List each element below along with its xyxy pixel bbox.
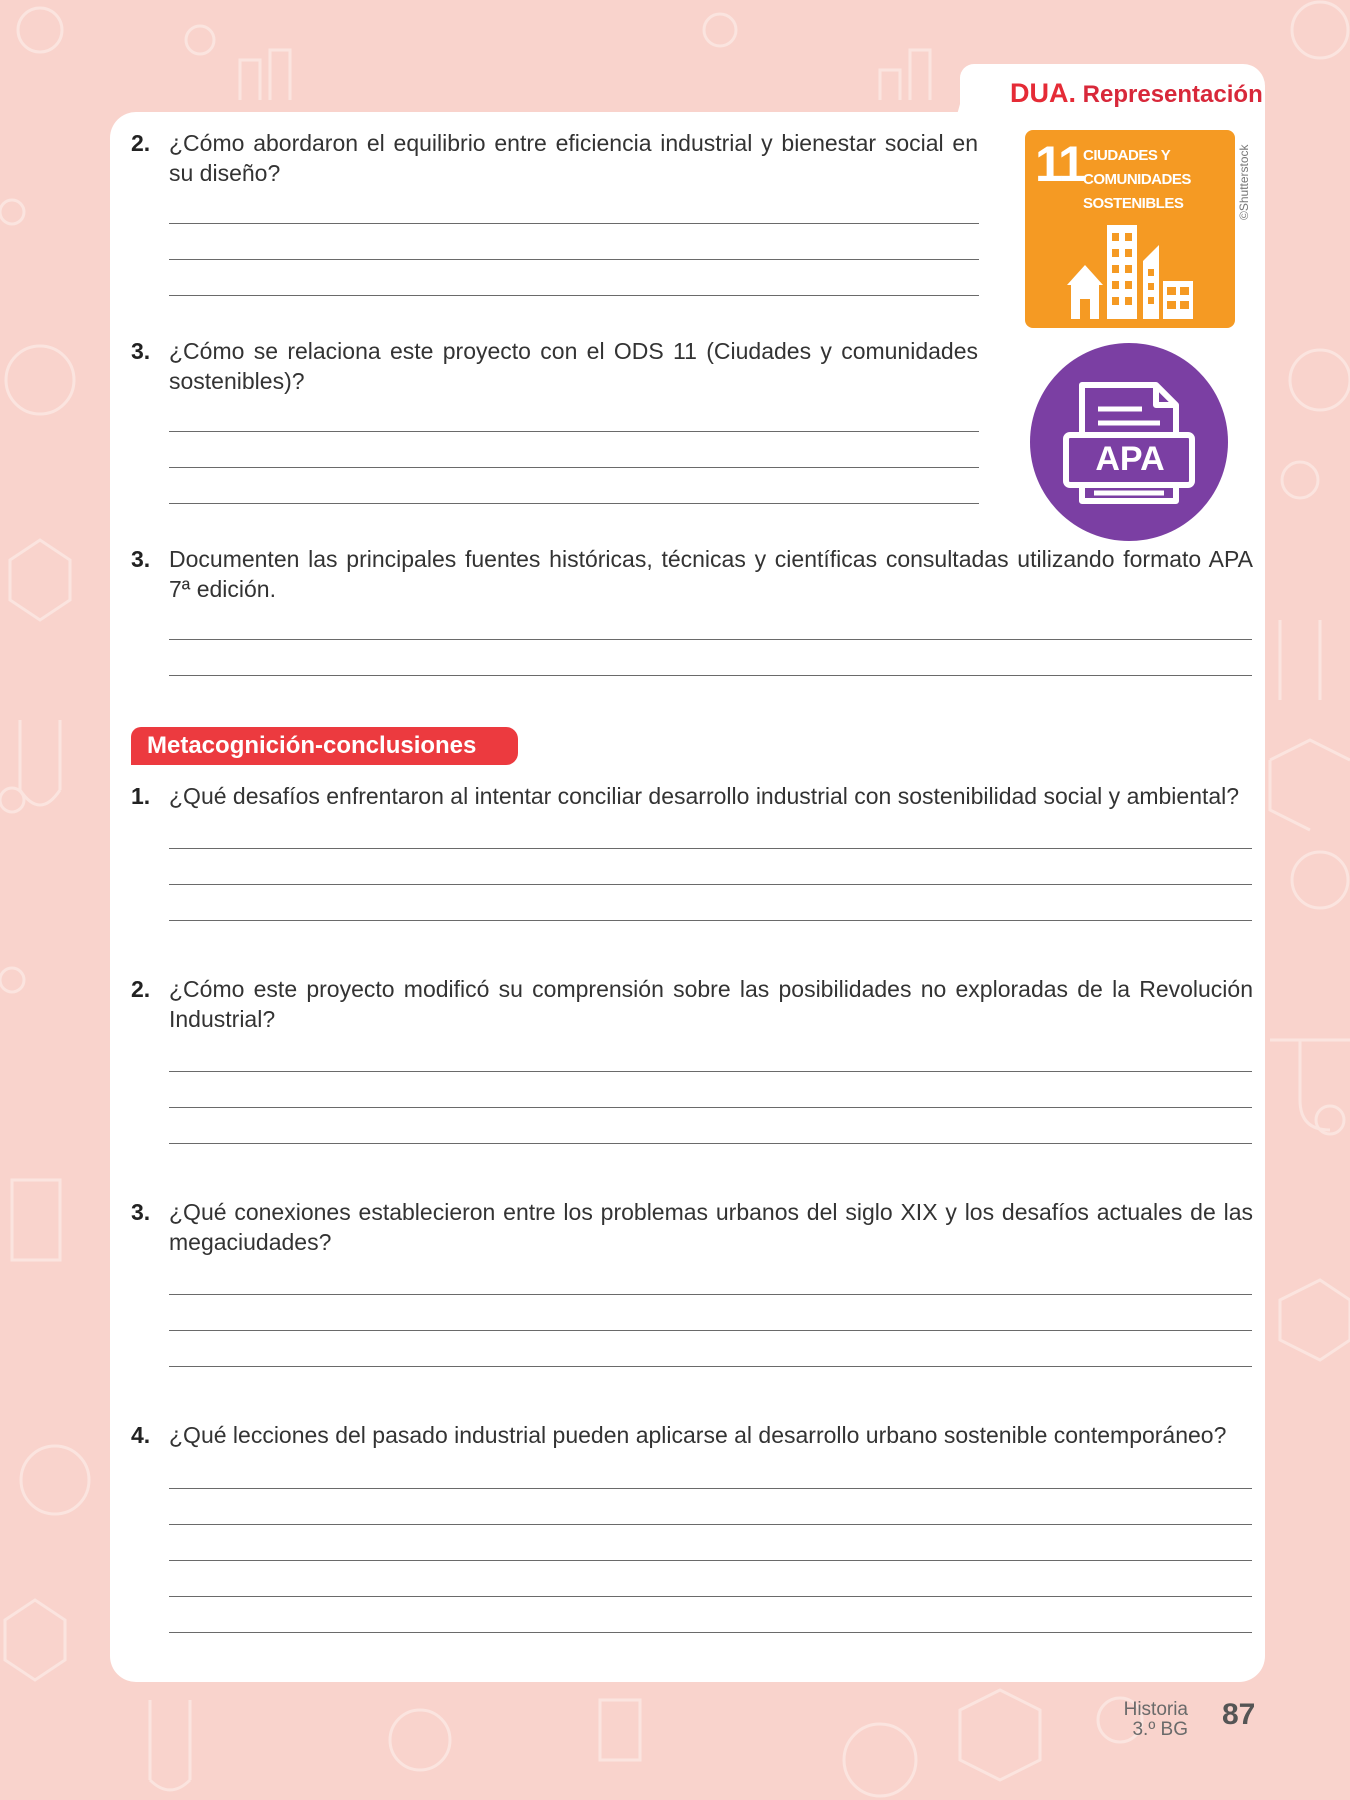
apa-badge xyxy=(1030,343,1228,541)
question-text: ¿Cómo este proyecto modificó su comprensión sobre las posibilidades no exploradas de la Revolución Industrial? xyxy=(169,976,1253,1032)
question-meta-1 xyxy=(131,781,1253,811)
question-text: Documenten las principales fuentes históricas, técnicas y científicas consultadas utilizando formato APA 7ª edición. xyxy=(169,546,1253,602)
writing-line xyxy=(169,467,979,468)
ods-number: 11 xyxy=(1035,136,1084,192)
question-number: 1. xyxy=(131,783,151,809)
question-meta-2 xyxy=(131,974,1253,1034)
writing-line xyxy=(169,920,1252,921)
apa-label: APA xyxy=(1095,440,1165,478)
writing-line xyxy=(169,1632,1252,1633)
ods-title-line: CIUDADES Y xyxy=(1083,147,1171,164)
ods-title-line: SOSTENIBLES xyxy=(1083,195,1184,212)
question-text: ¿Cómo se relaciona este proyecto con el ODS 11 (Ciudades y comunidades sostenibles)? xyxy=(169,338,978,394)
writing-line xyxy=(169,1366,1252,1367)
ods-11-badge xyxy=(1025,130,1235,328)
writing-line xyxy=(169,1071,1252,1072)
question-number: 2. xyxy=(131,976,151,1002)
image-credit: ©Shutterstock xyxy=(1237,144,1251,220)
question-sources xyxy=(131,544,1253,604)
writing-line xyxy=(169,639,1252,640)
writing-line xyxy=(169,848,1252,849)
question-number: 2. xyxy=(131,130,151,156)
dua-label xyxy=(1010,78,1263,109)
question-text: ¿Qué desafíos enfrentaron al intentar conciliar desarrollo industrial con sostenibilidad social y ambiental? xyxy=(169,783,1240,809)
question-text: ¿Qué conexiones establecieron entre los problemas urbanos del siglo XIX y los desafíos actuales de las megaciudades? xyxy=(169,1199,1253,1255)
question-number: 3. xyxy=(131,1199,151,1225)
writing-line xyxy=(169,223,979,224)
question-top-3 xyxy=(131,336,978,396)
city-buildings-icon xyxy=(1067,225,1193,319)
dua-prefix: DUA. xyxy=(1010,78,1076,108)
ods-title-line: COMUNIDADES xyxy=(1083,171,1191,188)
footer-subject xyxy=(1124,1700,1188,1740)
writing-line xyxy=(169,1596,1252,1597)
question-meta-3 xyxy=(131,1197,1253,1257)
writing-line xyxy=(169,1143,1252,1144)
question-text: ¿Cómo abordaron el equilibrio entre eficiencia industrial y bienestar social en su diseño? xyxy=(169,130,978,186)
writing-line xyxy=(169,1107,1252,1108)
writing-line xyxy=(169,1488,1252,1489)
page-number: 87 xyxy=(1222,1698,1256,1731)
writing-line xyxy=(169,1560,1252,1561)
writing-line xyxy=(169,259,979,260)
dua-representation: Representación xyxy=(1082,81,1263,108)
writing-line xyxy=(169,431,979,432)
writing-line xyxy=(169,503,979,504)
ods-title xyxy=(1083,144,1191,216)
writing-line xyxy=(169,884,1252,885)
question-top-2 xyxy=(131,128,978,188)
question-number: 3. xyxy=(131,338,151,364)
writing-line xyxy=(169,295,979,296)
question-number: 4. xyxy=(131,1422,151,1448)
subject-name: Historia xyxy=(1123,1699,1188,1720)
writing-line xyxy=(169,675,1252,676)
question-meta-4 xyxy=(131,1420,1253,1450)
section-title-metacognicion: Metacognición-conclusiones xyxy=(131,727,518,765)
writing-line xyxy=(169,1330,1252,1331)
grade-level: 3.º BG xyxy=(1132,1719,1188,1740)
question-text: ¿Qué lecciones del pasado industrial pueden aplicarse al desarrollo urbano sostenible contemporáneo? xyxy=(169,1422,1227,1448)
writing-line xyxy=(169,1294,1252,1295)
question-number: 3. xyxy=(131,546,151,572)
writing-line xyxy=(169,1524,1252,1525)
